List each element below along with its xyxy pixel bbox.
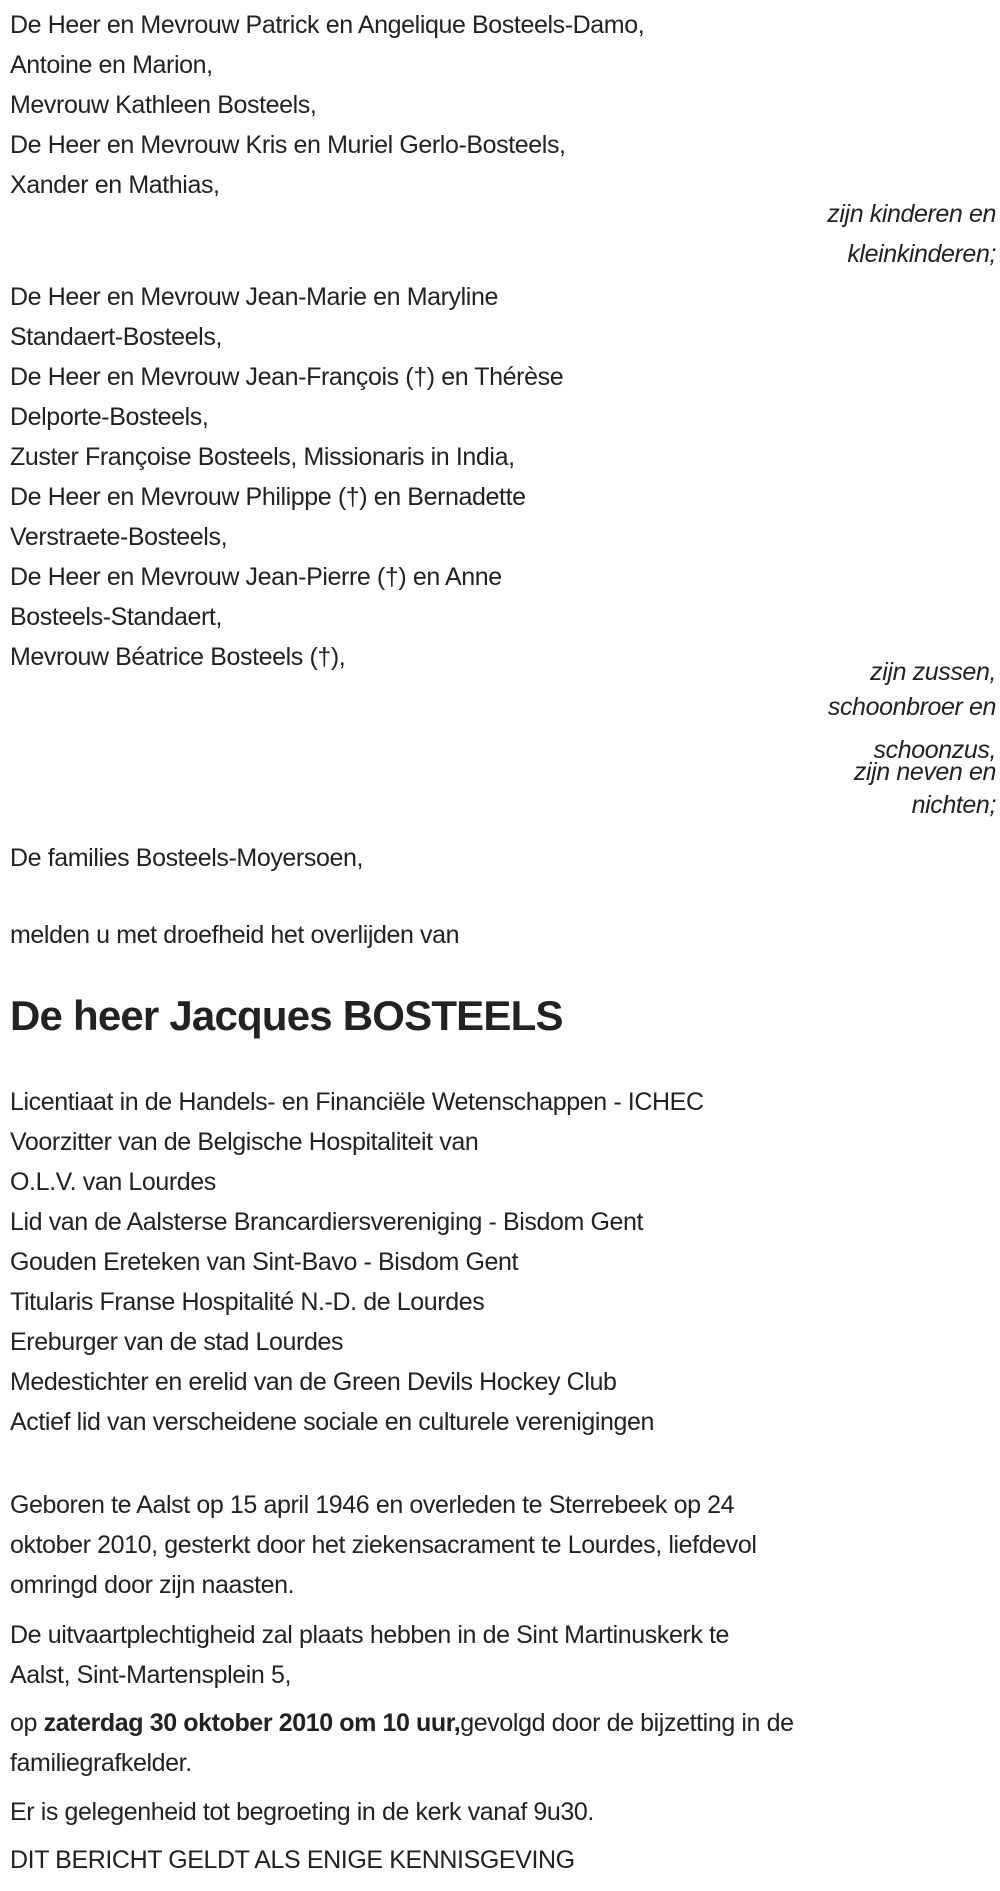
credential-line: Licentiaat in de Handels- en Financiële Wetenschappen - ICHEC [10, 1088, 704, 1116]
notice-line: DIT BERICHT GELDT ALS ENIGE KENNISGEVING [10, 1846, 575, 1874]
credential-line: Medestichter en erelid van de Green Devils Hockey Club [10, 1368, 617, 1396]
biography-line: omringd door zijn naasten. [10, 1571, 295, 1599]
credentials-block [10, 1082, 990, 1442]
family-line: De Heer en Mevrouw Kris en Muriel Gerlo-Bosteels, [10, 131, 566, 159]
schedule-paragraph [10, 1703, 990, 1783]
credential-line: O.L.V. van Lourdes [10, 1168, 216, 1196]
family-line: Zuster Françoise Bosteels, Missionaris in India, [10, 443, 515, 471]
deceased-name-title: De heer Jacques BOSTEELS [10, 992, 563, 1039]
ceremony-line: De uitvaartplechtigheid zal plaats hebben in de Sint Martinuskerk te [10, 1621, 730, 1649]
biography-line: oktober 2010, gesterkt door het ziekensacrament te Lourdes, liefdevol [10, 1531, 757, 1559]
family-line: De Heer en Mevrouw Philippe (†) en Bernadette [10, 483, 526, 511]
family-line: De Heer en Mevrouw Jean-François (†) en Thérèse [10, 363, 564, 391]
credential-line: Lid van de Aalsterse Brancardiersvereniging - Bisdom Gent [10, 1208, 644, 1236]
family-line: Delporte-Bosteels, [10, 403, 209, 431]
intro-line: melden u met droefheid het overlijden van [10, 921, 460, 949]
family-line: De Heer en Mevrouw Jean-Marie en Maryline [10, 283, 498, 311]
schedule-prefix: op [10, 1709, 44, 1737]
family-line: Standaert-Bosteels, [10, 323, 222, 351]
family-line: Mevrouw Kathleen Bosteels, [10, 91, 317, 119]
family-line: De Heer en Mevrouw Jean-Pierre (†) en Anne [10, 563, 502, 591]
credential-line: Gouden Ereteken van Sint-Bavo - Bisdom Gent [10, 1248, 519, 1276]
family-line: De Heer en Mevrouw Patrick en Angelique Bosteels-Damo, [10, 11, 645, 39]
relation-note-line: zijn kinderen en [827, 200, 996, 228]
relation-note-line: schoonbroer en [827, 693, 996, 721]
relation-note-line: schoonzus, [873, 736, 996, 764]
biography-line: Geboren te Aalst op 15 april 1946 en overleden te Sterrebeek op 24 [10, 1491, 735, 1519]
relation-note-line: nichten; [911, 791, 996, 819]
credential-line: Ereburger van de stad Lourdes [10, 1328, 344, 1356]
ceremony-paragraph [10, 1615, 990, 1695]
schedule-suffix: gevolgd door de bijzetting in de [460, 1709, 794, 1737]
ceremony-line: Aalst, Sint-Martensplein 5, [10, 1661, 291, 1689]
family-line: Verstraete-Bosteels, [10, 523, 228, 551]
credential-line: Voorzitter van de Belgische Hospitaliteit van [10, 1128, 479, 1156]
schedule-line [10, 1703, 990, 1743]
family-block-2 [10, 277, 990, 677]
families-line: De families Bosteels-Moyersoen, [10, 844, 364, 872]
credential-line: Actief lid van verscheidene sociale en culturele verenigingen [10, 1408, 655, 1436]
relation-note-line: zijn neven en [853, 758, 996, 786]
biography-paragraph [10, 1485, 990, 1605]
family-line: Antoine en Marion, [10, 51, 213, 79]
greeting-line: Er is gelegenheid tot begroeting in de kerk vanaf 9u30. [10, 1798, 594, 1826]
schedule-date-bold: zaterdag 30 oktober 2010 om 10 uur, [43, 1709, 461, 1737]
relation-note-line: zijn zussen, [870, 658, 996, 686]
family-block-1 [10, 5, 990, 205]
credential-line: Titularis Franse Hospitalité N.-D. de Lourdes [10, 1288, 485, 1316]
family-line: Bosteels-Standaert, [10, 603, 222, 631]
schedule-line: familiegrafkelder. [10, 1749, 192, 1777]
family-line: Xander en Mathias, [10, 171, 220, 199]
family-line: Mevrouw Béatrice Bosteels (†), [10, 643, 346, 671]
relation-note-line: kleinkinderen; [847, 240, 996, 268]
